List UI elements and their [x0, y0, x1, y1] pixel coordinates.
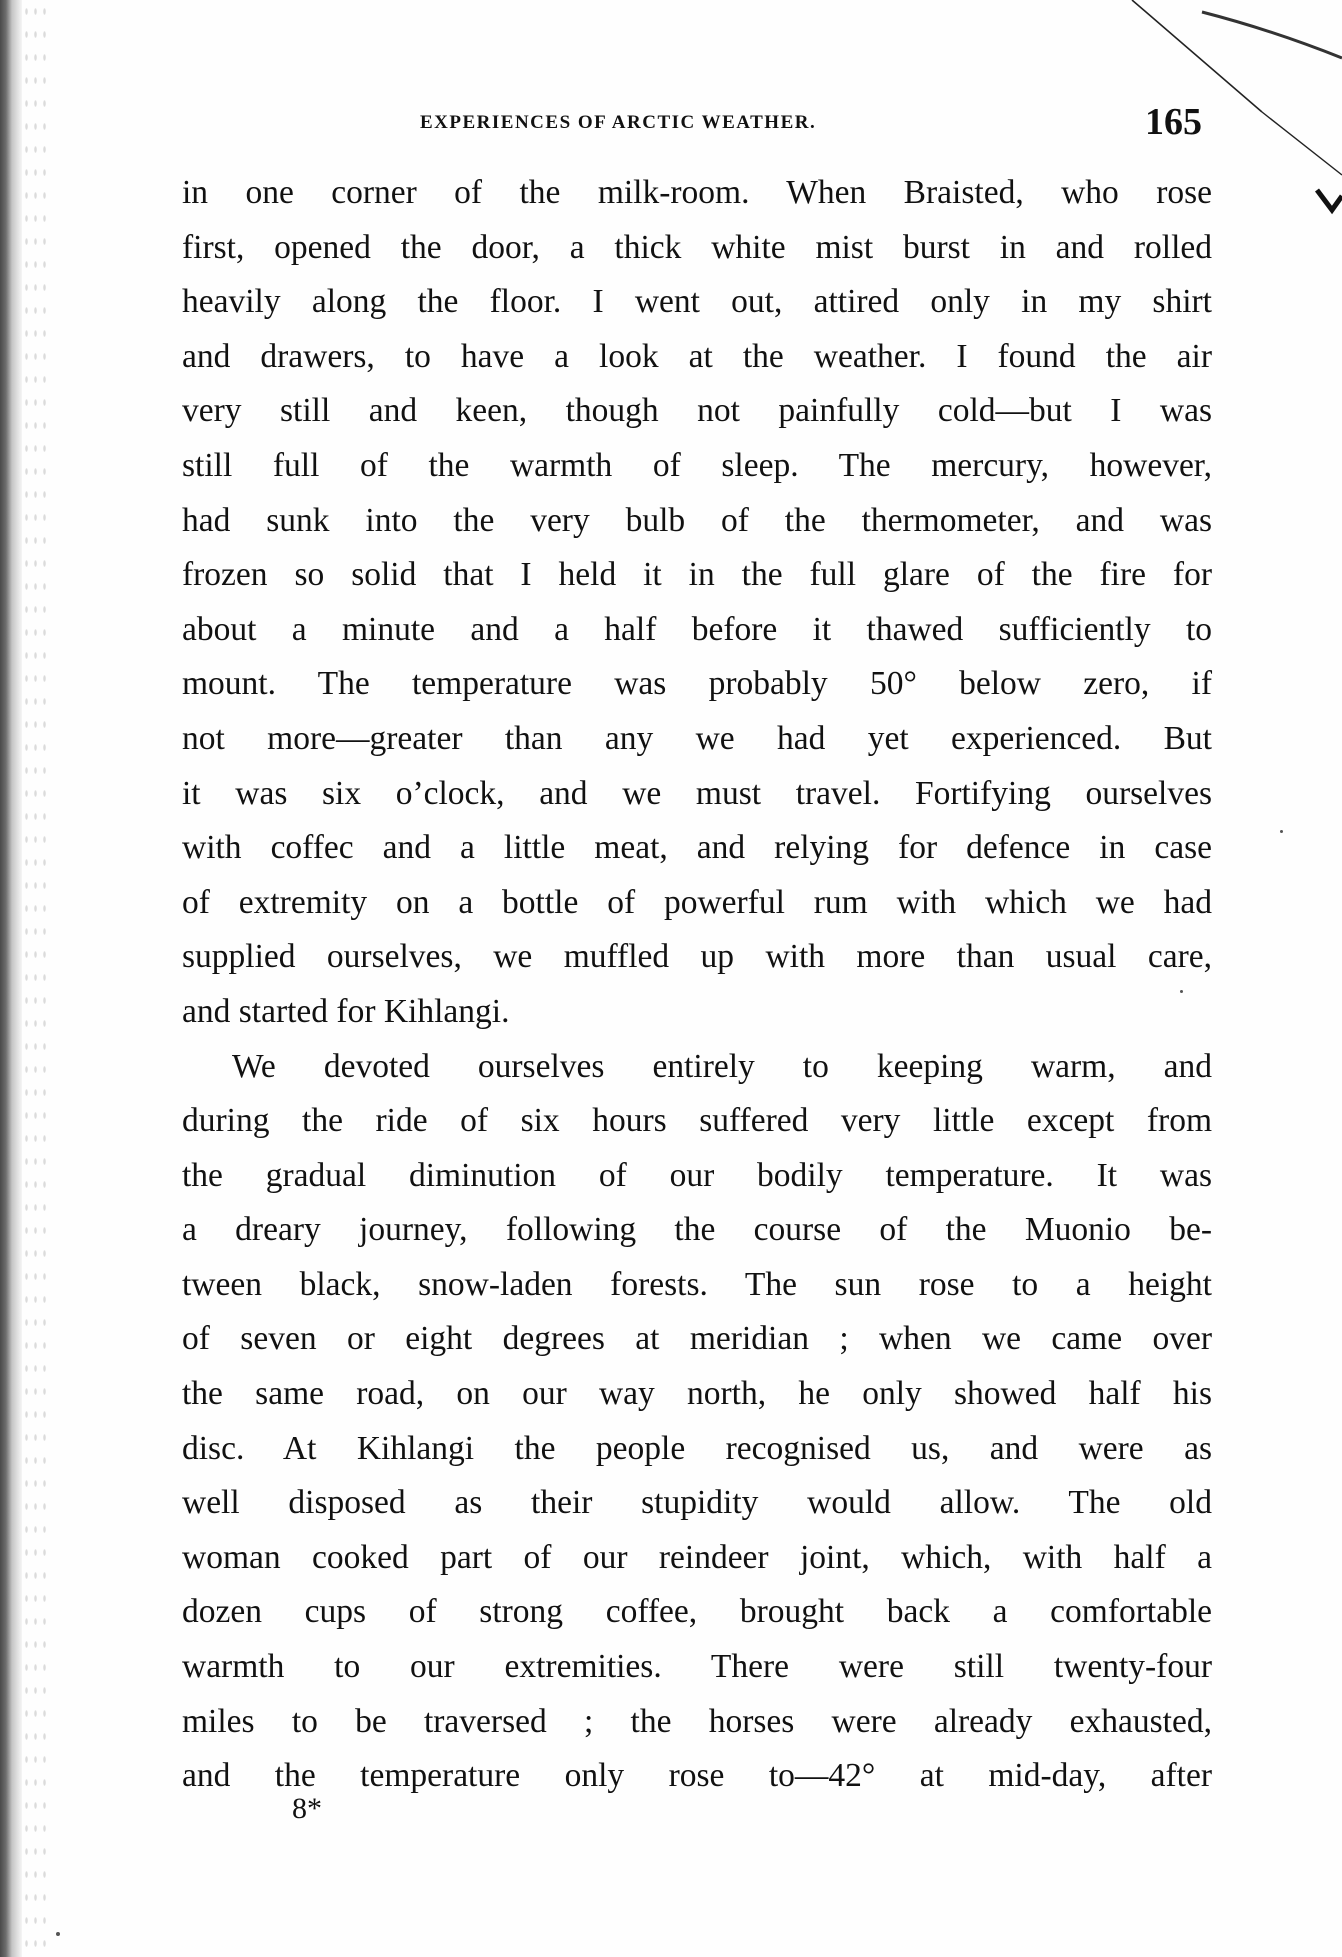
text-line: in one corner of the milk-room. When Braisted, who rose: [182, 174, 1212, 211]
text-line: and the temperature only rose to—42° at mid-day, after: [182, 1757, 1212, 1795]
text-line: heavily along the floor. I went out, attired only in my shirt: [182, 283, 1212, 321]
text-line: the same road, on our way north, he only showed half his: [182, 1375, 1212, 1413]
text-line: not more—greater than any we had yet experienced. But: [182, 719, 1212, 757]
text-line: tween black, snow-laden forests. The sun rose to a height: [182, 1265, 1212, 1303]
text-line: a dreary journey, following the course of the Muonio be-: [182, 1211, 1212, 1249]
running-head: [180, 101, 1210, 146]
text-line: dozen cups of strong coffee, brought back a comfortable: [182, 1593, 1212, 1631]
scan-speck: [56, 1932, 60, 1936]
scan-speck: [1180, 990, 1183, 993]
running-head-title: EXPERIENCES OF ARCTIC WEATHER.: [420, 112, 817, 133]
text-line-paragraph-start: We devoted ourselves entirely to keeping warm, and: [232, 1047, 1212, 1085]
text-line: had sunk into the very bulb of the thermometer, and was: [182, 501, 1212, 539]
text-line: the gradual diminution of our bodily temperature. It was: [182, 1156, 1212, 1194]
page-number: 165: [1145, 101, 1202, 143]
text-line: about a minute and a half before it thawed sufficiently to: [182, 610, 1212, 648]
text-line: frozen so solid that I held it in the full glare of the fire for: [182, 556, 1212, 594]
text-line: warmth to our extremities. There were still twenty-four: [182, 1648, 1212, 1686]
text-line: of seven or eight degrees at meridian ; when we came over: [182, 1320, 1212, 1358]
text-line: supplied ourselves, we muffled up with more than usual care,: [182, 938, 1212, 976]
text-line: well disposed as their stupidity would allow. The old: [182, 1484, 1212, 1522]
signature-mark: 8*: [292, 1792, 322, 1825]
text-line: disc. At Kihlangi the people recognised us, and were as: [182, 1429, 1212, 1467]
text-line: it was six o’clock, and we must travel. Fortifying ourselves: [182, 774, 1212, 812]
scan-speck: [1280, 830, 1283, 833]
text-line: of extremity on a bottle of powerful rum with which we had: [182, 883, 1212, 921]
text-line: woman cooked part of our reindeer joint, which, with half a: [182, 1538, 1212, 1576]
scan-noise: [22, 0, 52, 1957]
text-line: mount. The temperature was probably 50° below zero, if: [182, 665, 1212, 703]
binding-edge: [0, 0, 22, 1957]
text-line-paragraph-end: and started for Kihlangi.: [182, 992, 510, 1030]
text-line: first, opened the door, a thick white mist burst in and rolled: [182, 228, 1212, 266]
text-line: very still and keen, though not painfully cold—but I was: [182, 392, 1212, 430]
body-text: [182, 166, 1212, 1804]
text-line: during the ride of six hours suffered very little except from: [182, 1102, 1212, 1140]
text-line: still full of the warmth of sleep. The mercury, however,: [182, 446, 1212, 484]
text-line: and drawers, to have a look at the weather. I found the air: [182, 337, 1212, 375]
text-line: with coffec and a little meat, and relying for defence in case: [182, 829, 1212, 867]
text-line: miles to be traversed ; the horses were already exhausted,: [182, 1702, 1212, 1740]
